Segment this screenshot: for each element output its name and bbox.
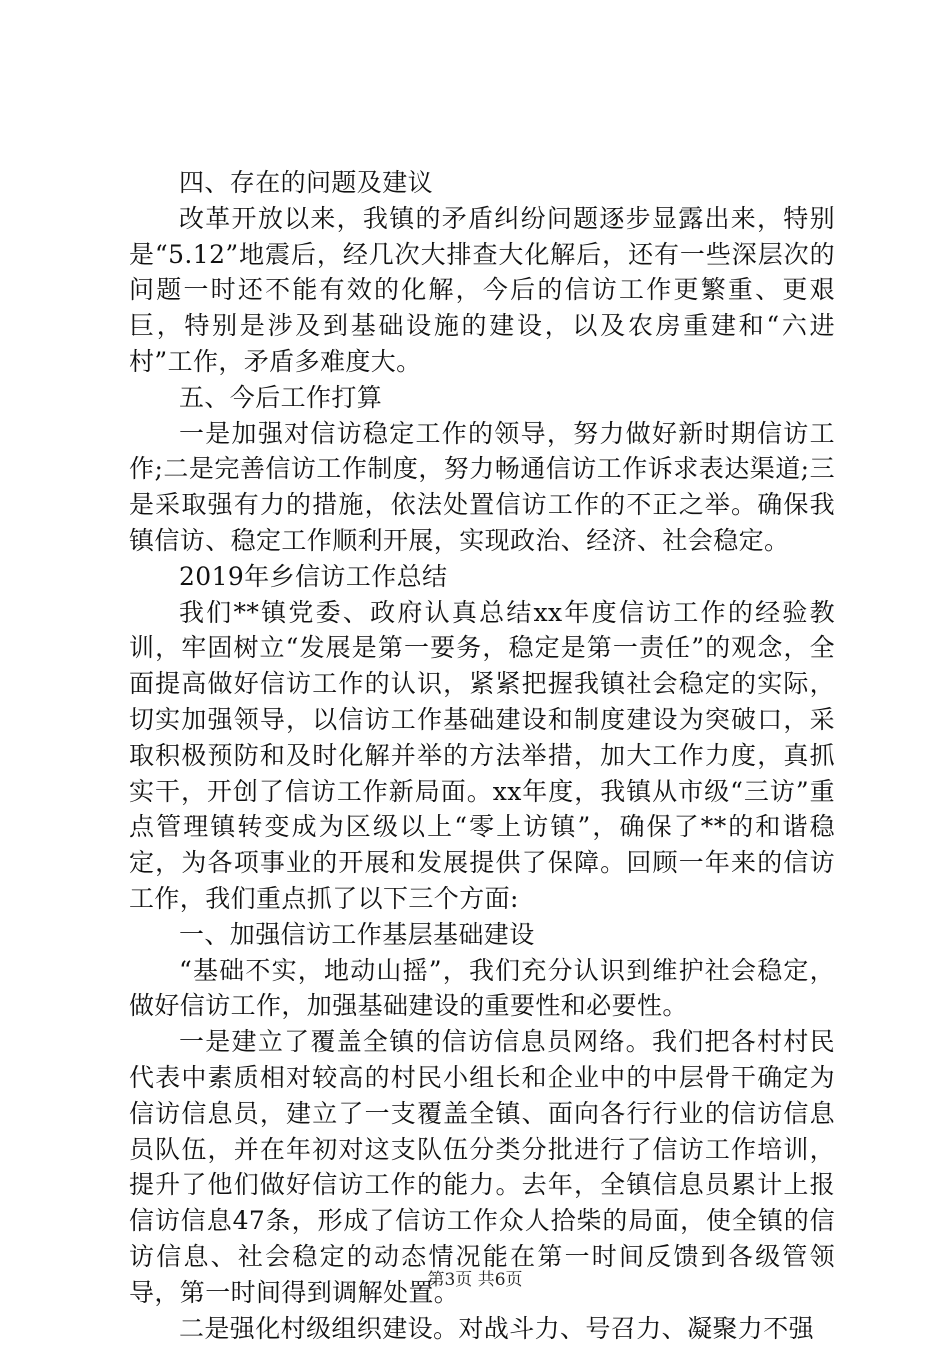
section-heading-plans: 五、今后工作打算 [129,380,835,416]
section-heading-problems: 四、存在的问题及建议 [129,165,835,201]
body-paragraph: 一是加强对信访稳定工作的领导，努力做好新时期信访工作;二是完善信访工作制度，努力畅通信访工作诉求表达渠道;三是采取强有力的措施，依法处置信访工作的不正之举。确保我镇信访、稳定工作顺利开展，实现政治、经济、社会稳定。 [129,416,835,559]
body-paragraph: 二是强化村级组织建设。对战斗力、号召力、凝聚力不强 [129,1311,835,1346]
body-paragraph: 改革开放以来，我镇的矛盾纠纷问题逐步显露出来，特别是“5.12”地震后，经几次大排查大化解后，还有一些深层次的问题一时还不能有效的化解，今后的信访工作更繁重、更艰巨，特别是涉及到基础设施的建设，以及农房重建和“六进村”工作，矛盾多难度大。 [129,201,835,380]
body-paragraph: 我们**镇党委、政府认真总结xx年度信访工作的经验教训，牢固树立“发展是第一要务，稳定是第一责任”的观念，全面提高做好信访工作的认识，紧紧把握我镇社会稳定的实际，切实加强领导，以信访工作基础建设和制度建设为突破口，采取积极预防和及时化解并举的方法举措，加大工作力度，真抓实干，开创了信访工作新局面。xx年度，我镇从市级“三访”重点管理镇转变成为区级以上“零上访镇”，确保了**的和谐稳定，为各项事业的开展和发展提供了保障。回顾一年来的信访工作，我们重点抓了以下三个方面: [129,595,835,917]
page-footer: 第3页 共6页 [0,1265,950,1290]
section-heading-basic-construction: 一、加强信访工作基层基础建设 [129,917,835,953]
document-body [129,165,835,1346]
body-paragraph: “基础不实，地动山摇”，我们充分认识到维护社会稳定，做好信访工作，加强基础建设的重要性和必要性。 [129,953,835,1025]
body-paragraph: 一是建立了覆盖全镇的信访信息员网络。我们把各村村民代表中素质相对较高的村民小组长和企业中的中层骨干确定为信访信息员，建立了一支覆盖全镇、面向各行行业的信访信息员队伍，并在年初对这支队伍分类分批进行了信访工作培训，提升了他们做好信访工作的能力。去年，全镇信息员累计上报信访信息47条，形成了信访工作众人拾柴的局面，使全镇的信访信息、社会稳定的动态情况能在第一时间反馈到各级管领导，第一时间得到调解处置。 [129,1024,835,1310]
document-title: 2019年乡信访工作总结 [129,559,835,595]
